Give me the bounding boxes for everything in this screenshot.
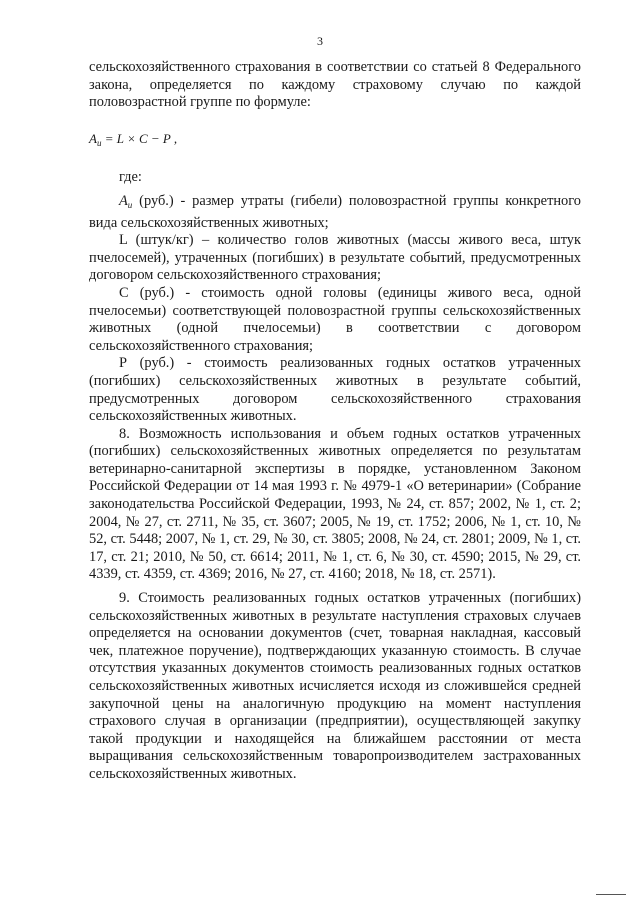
intro-paragraph: сельскохозяйственного страхования в соответствии со статьей 8 Федерального закона, определяется по каждому страховому случаю по каждой половозрастной группе по формуле:	[89, 59, 581, 111]
paragraph-8: 8. Возможность использования и объем годных остатков утраченных (погибших) сельскохозяйственных животных определяется по результатам ветеринарно-санитарной экспертизы в порядке, установленном Законом Российской Федерации от 14 мая 1993 г. № 4979-1 «О ветеринарии» (Собрание законодательства Российской Федерации, 1993, № 24, ст. 857; 2002, № 1, ст. 2; 2004, № 27, ст. 2711, № 35, ст. 3607; 2005, № 19, ст. 1752; 2006, № 1, ст. 10, № 52, ст. 5448; 2007, № 1, ст. 29, № 30, ст. 3805; 2008, № 24, ст. 2801; 2009, № 1, ст. 17, ст. 21; 2010, № 50, ст. 6614; 2011, № 1, ст. 6, № 30, ст. 4590; 2015, № 29, ст. 4339, ст. 4359, ст. 4369; 2016, № 27, ст. 4160; 2018, № 18, ст. 2571).	[89, 425, 581, 583]
paragraph-9: 9. Стоимость реализованных годных остатков утраченных (погибших) сельскохозяйственных животных в результате наступления страховых случаев определяется на основании документов (счет, товарная накладная, кассовый чек, платежное поручение), подтверждающих указанную стоимость. В случае отсутствия указанных документов стоимость реализованных годных остатков сельскохозяйственных животных исчисляется исходя из сложившейся средней закупочной цены на аналогичную продукцию на момент наступления страхового случая в организации (предприятии), осуществляющей закупку такой продукции и находящейся на ближайшем расстоянии от места выращивания сельскохозяйственным товаропроизводителем застрахованных сельскохозяйственных животных.	[89, 590, 581, 782]
definition-a-symbol: A	[119, 192, 128, 209]
where-label: где:	[119, 169, 142, 186]
definition-l: L (штук/кг) – количество голов животных (массы живого веса, штук пчелосемей), утраченных (погибших) в результате событий, предусмотренных договором сельскохозяйственного страхования;	[89, 232, 581, 284]
definition-c: С (руб.) - стоимость одной головы (единицы живого веса, одной пчелосемьи) соответствующей половозрастной группы сельскохозяйственных животных (одной пчелосемьи) в соответствии с договором сельскохозяйственного страхования;	[89, 284, 581, 354]
page-number: 3	[317, 34, 323, 48]
scan-edge-mark	[596, 894, 626, 901]
formula-lhs: A	[89, 130, 97, 146]
definition-a-subscript: u	[127, 199, 133, 210]
definition-a	[89, 193, 581, 232]
loss-formula	[89, 130, 581, 153]
definition-a-text: (руб.) - размер утраты (гибели) половозрастной группы конкретного вида сельскохозяйственных животных;	[89, 192, 581, 231]
document-body	[89, 59, 581, 784]
definition-p: Р (руб.) - стоимость реализованных годных остатков утраченных (погибших) сельскохозяйственных животных в результате событий, предусмотренных договором сельскохозяйственного страхования сельскохозяйственных животных.	[89, 355, 581, 425]
formula-rhs: = L × C − P ,	[101, 130, 178, 146]
formula-lhs-subscript: u	[96, 137, 102, 148]
